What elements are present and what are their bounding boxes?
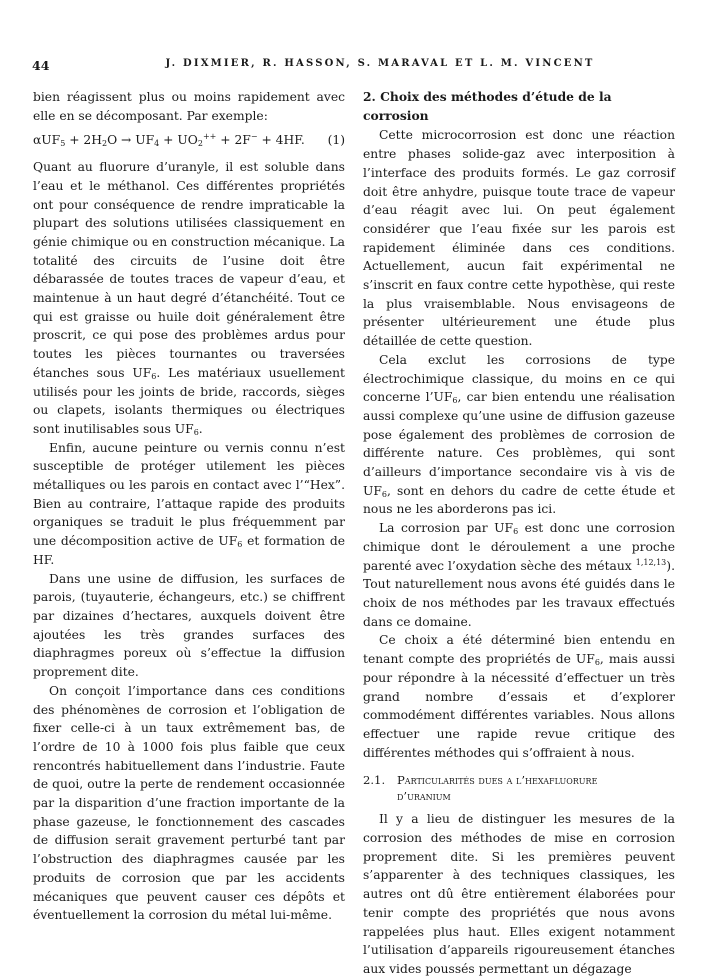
left-column xyxy=(33,88,345,925)
subsection-heading: 2.1. Particularités dues a l’hexafluorure d’uranium xyxy=(363,773,598,804)
paragraph: Enfin, aucune peinture ou vernis connu n’est susceptible de protéger utilement les pièces métalliques ou les parois en contact avec l’“Hex”. Bien au contraire, l’attaque rapide des produits organiques se traduit le plus fréquemment par une décomposition active de $UF_6$ et formation de HF. xyxy=(33,440,345,567)
paragraph: Cette microcorrosion est donc une réaction entre phases solide-gaz avec interposition à l’interface des produits formés. Le gaz corrosif doit être anhydre, puisque toute trace de vapeur d’eau réagit avec lui. On peut également considérer que l’eau fixée sur les parois est rapidement éliminée dans ces conditions. Actuellement, aucun fait expérimental ne s’inscrit en faux contre cette hypothèse, qui reste la plus vraisemblable. Nous envisageons de présenter ultérieurement une étude plus détaillée de cette question. xyxy=(363,128,675,349)
page-number: 44 xyxy=(32,58,50,73)
right-column xyxy=(363,88,675,979)
reference-marker: 1,12,13 xyxy=(635,557,667,567)
paragraph: Quant au fluorure d’uranyle, il est soluble dans l’eau et le méthanol. Ces différentes propriétés ont pour conséquence de rendre impraticable la plupart des solutions utilisées classiquement en génie chimique ou en construction mécanique. La totalité des circuits de l’usine doit être débarassée de toutes traces de vapeur d’eau, et maintenue à un haut degré d’étanchéité. Tout ce qui est graisse ou huile doit généralement être proscrit, ce qui pose des problèmes ardus pour toutes les pièces tournantes ou traversées étanches sous $UF_6$. Les matériaux usuellement utilisés pour les joints de bride, raccords, sièges ou clapets, isolants thermiques ou électriques sont inutilisables sous $UF_6$. xyxy=(33,160,346,437)
equation-1: $\alpha UF_5 + 2H_2O \to UF_4 + UO_2^{++} + 2F^- + 4HF$. (1) xyxy=(33,132,345,149)
running-title: J. DIXMIER, R. HASSON, S. MARAVAL ET L. M. VINCENT xyxy=(165,58,595,69)
paragraph: Il y a lieu de distinguer les mesures de la corrosion des méthodes de mise en corrosion proprement dite. Si les premières peuvent s’apparenter à des techniques classiques, les autres ont dû être entièrement élaborées pour tenir compte des propriétés que nous avons rappelées plus haut. Elles exigent notamment l’utilisation d’appareils rigoureusement étanches aux vides poussés permettant un dégazage xyxy=(363,812,675,976)
section-heading: 2. Choix des méthodes d’étude de la corrosion xyxy=(363,89,612,123)
paragraph: Ce choix a été déterminé bien entendu en tenant compte des propriétés de $UF_6$, mais aussi pour répondre à la nécessité d’effectuer un très grand nombre d’essais et d’explorer commodément différentes variables. Nous allons effectuer une rapide revue critique des différentes méthodes qui s’offraient à nous. xyxy=(363,633,675,760)
equation-number: (1) xyxy=(327,133,345,148)
paragraph: bien réagissent plus ou moins rapidement avec elle en se décomposant. Par exemple: xyxy=(33,90,345,123)
paragraph: La corrosion par $UF_6$ est donc une corrosion chimique dont le déroulement a une proche parenté avec l’oxydation sèche des métaux $^{1,12,13}$). Tout naturellement nous avons été guidés dans le choix de nos méthodes par les travaux effectués dans ce domaine. xyxy=(363,521,675,629)
paragraph: Dans une usine de diffusion, les surfaces de parois, (tuyauterie, échangeurs, etc.) se chiffrent par dizaines d’hectares, auxquels doivent être ajoutées les très grandes surfaces des diaphragmes poreux où s’effectue la diffusion proprement dite. xyxy=(33,571,345,680)
paragraph: On conçoit l’importance dans ces conditions des phénomènes de corrosion et l’obligation de fixer celle-ci à un taux extrêmement bas, de l’ordre de 10 à 1000 fois plus faible que ceux rencontrés habituellement dans l’industrie. Faute de quoi, outre la perte de rendement occasionnée par la disparition d’une fraction importante de la phase gazeuse, le fonctionnement des cascades de diffusion serait gravement perturbé tant par l’obstruction des diaphragmes causée par les produits de corrosion que par les accidents mécaniques que peuvent causer ces dépôts et éventuellement la corrosion du métal lui-même. xyxy=(33,683,345,923)
paragraph: Cela exclut les corrosions de type électrochimique classique, du moins en ce qui concerne $l’UF_6$, car bien entendu une réalisation aussi complexe qu’une usine de diffusion gazeuse pose également des problèmes de corrosion de différente nature. Ces problèmes, qui sont d’ailleurs d’importance secondaire vis à vis de $UF_6$, sont en dehors du cadre de cette étude et nous ne les aborderons pas ici. xyxy=(363,352,675,517)
